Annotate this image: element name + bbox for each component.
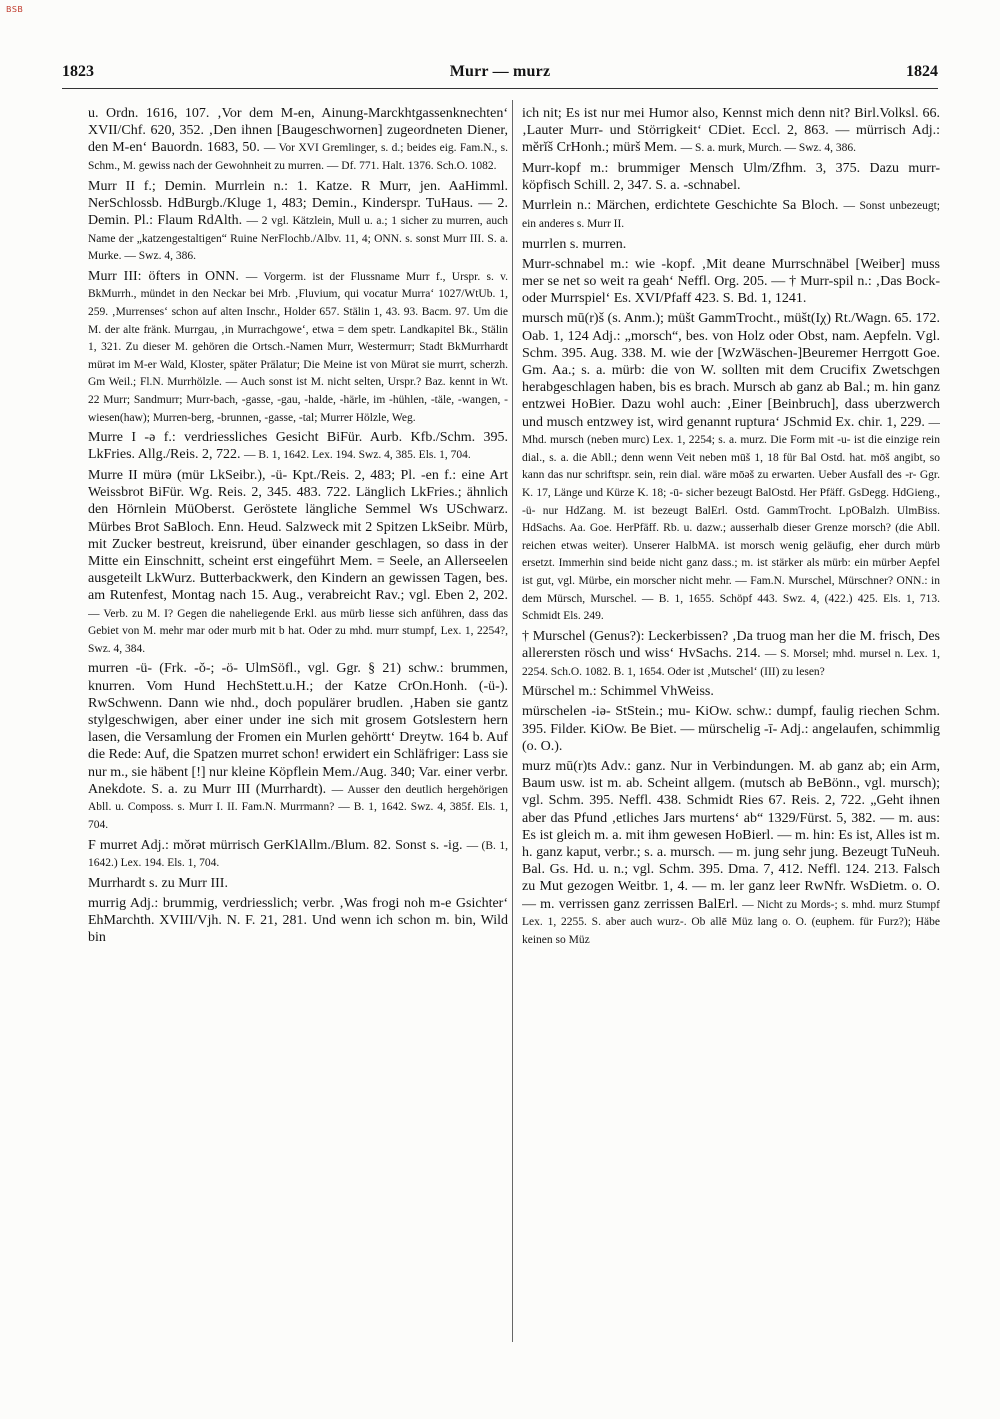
entry-text: Murrlein n.: Märchen, erdichtete Geschichte Sa Bloch.: [522, 198, 839, 214]
dictionary-entry: [88, 467, 508, 657]
dictionary-entry: [88, 875, 508, 892]
dictionary-entry: [522, 256, 940, 308]
dictionary-entry: [522, 160, 940, 194]
page-header: [62, 63, 938, 85]
entry-text: † Murschel (Genus?): Leckerbissen? ‚Da truog man her die M. frisch, Des allerersten rösch und wiss‘ HvSachs. 214.: [522, 628, 940, 661]
entry-text: Murre I -ə f.: verdriessliches Gesicht BiFür. Aurb. Kfb./Schm. 395. LkFries. Allg./Reis. 2, 722.: [88, 430, 508, 463]
entry-text: u. Ordn. 1616, 107. ‚Vor dem M-en, Ainung-Marckhtgassenknechten‘ XVII/Chf. 620, 352. ‚Den ihnen [Baugeschwornen] zugeordneten Diener, den M-en‘ Bauordn. 1683, 50.: [88, 106, 508, 156]
dictionary-entry: [522, 703, 940, 755]
entry-text: Murrhardt s. zu Murr III.: [88, 875, 228, 891]
entry-note: — Nicht zu Mords-; s. mhd. murz Stumpf Lex. 1, 2255. S. aber auch wurz-. Ob allē Müz lang o. O. (euphem. für Furz?); Häbe keinen so Müz: [522, 898, 940, 946]
dictionary-entry: [522, 197, 940, 232]
header-rule: [62, 88, 938, 89]
entry-text: murren -ü- (Frk. -ŏ-; -ö- UlmSöfl., vgl. Ggr. § 21) schw.: brummen, knurren. Vom Hund HechStett.u.H.; der Katze CrOn.Honh. (-ü-). RwSchwenn. Dann wie nhd., doch populärer brudlen. ‚Haben sie gantz stylgeschwigen, aber einer under ine sich mit grosem Gotslestern hern lasen, die Versamlung der Fromen ein Murlen gehörtt‘ Dreytw. 164 b. Auf die Rede: Auf, die Spatzen murret schon! erwidert ein Schläfriger: Lass sie nur m., sie häbent [!] nur kleine Köpflein Mem./Aug. 340; Var. einer verbr. Anekdote. S. a. zu Murr III (Murrhardt).: [88, 661, 508, 797]
entry-note: — Ausser den deutlich hergehörigen Abll. u. Composs. s. Murr I. II. Fam.N. Murrmann? — B. 1, 1642. Swz. 4, 385f. Els. 1, 704.: [88, 783, 508, 831]
entry-text: mürschelen -iə- StStein.; mu- KiOw. schw.: dumpf, faulig riechen Schm. 395. Filder. KiOw. Be Biet. — mürschelig -ī- Adj.: angelaufen, schimmlig (o. O.).: [522, 704, 940, 754]
entry-text: murrig Adj.: brummig, verdriesslich; verbr. ‚Was frogi noh m-e Gsichter‘ EhMarchth. XVIII/Vjh. N. F. 21, 281. Und wenn ich schon m. bin, Wild bin: [88, 895, 508, 946]
dictionary-entry: [88, 837, 508, 872]
right-column: [522, 102, 940, 1347]
entry-text: ich nit; Es ist nur mei Humor also, Kennst mich denn nit? Birl.Volksl. 66. ‚Lauter Murr- und Störrigkeit‘ CDiet. Eccl. 2, 863. — mürrisch Adj.: mĕrĭš CrHonh.; mürš Mem.: [522, 106, 940, 156]
entry-text: Murre II mürə (mür LkSeibr.), -ü- Kpt./Reis. 2, 483; Pl. -en f.: eine Art Weissbrot BiFür. Wg. Reis. 2, 345. 483. 722. Länglich LkFries.; ähnlich den Hörnlein MüOberst. Geröstete längliche Semmel Ws USchwarz. Mürbes Brot SaBloch. Enn. Heud. Salzweck mit 2 Spitzen LkSeibr. Mürb, mit Zucker bestreut, kreisrund, über einander geschlagen, so dass in der Mitte ein Einschnitt, scheint erst eingeführt Mem. = Seele, an Allerseelen ausgeteilt LkWurz. Butterbackwerk, den Kindern an gewissen Tagen, bes. am Rutenfest, Montag nach 15. Aug., verabreicht Rav.; vgl. Eben 2, 202.: [88, 467, 508, 604]
dictionary-entry: [522, 683, 940, 700]
entry-note: — 2 vgl. Kätzlein, Mull u. a.; 1 sicher zu murren, auch Name der „katzengestaltigen“ Ruine NerFlochb./Albv. 11, 4; ONN. s. sonst Murr III. S. a. Murke. — Swz. 4, 386.: [88, 215, 508, 263]
entry-text: Murr III: öfters in ONN.: [88, 268, 239, 284]
entry-note: — Sonst unbezeugt; ein anderes s. Murr II.: [522, 200, 940, 230]
entry-note: — (B. 1, 1642.) Lex. 194. Els. 1, 704.: [88, 839, 508, 870]
entry-text: F murret Adj.: mŏrət mürrisch GerKlAllm./Blum. 82. Sonst s. -ig.: [88, 837, 463, 853]
entry-note: — S. Morsel; mhd. mursel n. Lex. 1, 2254. Sch.O. 1082. B. 1, 1654. Oder ist ‚Mutschel‘ (III) zu lesen?: [522, 647, 940, 678]
dictionary-entry: [88, 178, 508, 265]
dictionary-entry: [522, 310, 940, 624]
dictionary-entry: [88, 429, 508, 464]
entry-note: — Vor XVI Gremlinger, s. d.; beides eig. Fam.N., s. Schm., M. gewiss nach der Gewohnheit zu murren. — Df. 771. Halt. 1376. Sch.O. 1082.: [88, 142, 508, 172]
entry-text: Murr II f.; Demin. Murrlein n.: 1. Katze. R Murr, jen. AaHimml. NerSchlossb. HdBurgb./Kluge 1, 483; Demin., Kinderspr. TuHaus. — 2. Demin. Pl.: Flaum RdAlth.: [88, 178, 508, 228]
entry-note: — S. a. murk, Murch. — Swz. 4, 386.: [680, 142, 857, 155]
dictionary-entry: [88, 268, 508, 426]
entry-text: Murr-kopf m.: brummiger Mensch Ulm/Zfhm. 3, 375. Dazu murr-köpfisch Schill. 2, 347. S. a. -schnabel.: [522, 161, 940, 194]
dictionary-entry: [522, 236, 940, 253]
entry-text: murz mū(r)ts Adv.: ganz. Nur in Verbindungen. M. ab ganz ab; ein Arm, Baum usw. ist m. ab. Scheint allgem. (mutsch ab BeBönn., vgl. mursch); vgl. Schm. 395. Neffl. 438. Schmidt Ries 67. Reis. 2, 722. „Geht ihnen aber das Pfund ‚etliches Jars murtens‘ ab“ 1329/Fürst. 5, 382. — m. aus: Es ist gleich m. a. mit ihm gewesen HoBierl. — m. hin: Es ist, Alles ist m. h. ganz kaput, verbr.; s. a. mursch. — m. jung sehr jung. Bezeugt TuNeuh. Bal. Gs. Hd. u. n.; vgl. Schm. 395. Dma. 7, 412. Neffl. 124. 213. Falsch zu Mut gezogen Weitbr. 1, 4. — m. ler ganz leer RwNfr. WsDietm. o. O. — m. verrissen ganz zerrissen BalErl.: [522, 758, 940, 912]
page-number-left: 1823: [62, 63, 94, 80]
dictionary-entry: [522, 105, 940, 157]
dictionary-entry: [88, 660, 508, 833]
entry-note: — Verb. zu M. I? Gegen die naheliegende Erkl. aus mürb liesse sich anführen, dass das Gebiet von M. mehr mar oder murb mit b hat. Oder zu mhd. murr stumpf, Lex. 1, 2254?, Swz. 4, 384.: [88, 607, 508, 655]
entry-note: — Vorgerm. ist der Flussname Murr f., Urspr. s. v. BkMurrh., mündet in den Neckar bei Mrb. ‚Fluvium, qui vocatur Murra‘ 1027/WtUb. 1, 259. ‚Murrenses‘ schon auf alten Inschr., Holder 657. Stälin 1, 43. 93. Bacm. 97. Um die M. der alte fränk. Murrgau, ‚in Murrachgowe‘, etwa = dem spetr. Landkapitel Bk., Stälin 1, 321. Zu dieser M. gehören die Ortsch.-Namen Murr, Westermurr; Stadt BkMurrhardt mürət im M-er Wald, Kloster, später Prälatur; Die Meine ist von Mürət sie murrt, scherzh. Gm Weil.; Fl.N. Murrhölzle. — Auch sonst ist M. nicht selten, Urspr.? Baz. kennt in Wt. 22 Murr; Sandmurr; Murr-bach, -gasse, -gau, -halde, -härle, im -hühlen, -täle, -wangen, -wiesen(haw); Murren-berg, -brunnen, -gasse, -tal; Murrer Hölzle, Weg.: [88, 270, 508, 424]
entry-note: — B. 1, 1642. Lex. 194. Swz. 4, 385. Els. 1, 704.: [243, 449, 471, 462]
dictionary-entry: [88, 105, 508, 175]
dictionary-entry: [522, 628, 940, 680]
left-column: [88, 102, 508, 1347]
entry-note: — Mhd. mursch (neben murc) Lex. 1, 2254; s. a. murz. Die Form mit -u- ist die einzige rein dial., s. a. die Abll.; denn wenn Veit neben mūš 1, 18 für Bal Ostd. hat. mōš angibt, so kann das nur schriftspr. sein, rein dial. wäre mōəš zu erwarten. Ueber Ausfall des -r- Ggr. K. 17, Länge und Kürze K. 18; -ū- sicher bezeugt BalOstd. Her Pfäff. GsDegg. HdGieng., -ü- nur HdZang. M. ist bezeugt BalErl. Ostd. GammTrocht. LpOBalzh. UlmBiss. HdSachs. Aa. Goe. HerPfäff. Rb. u. dazw.; ausserhalb dieser Grenze morsch? (die Abll. reichen etwas weiter). Unserer HalbMA. ist morsch wenig geläufig, eher durch mürb ersetzt. Immerhin sind beide nicht ganz dass.; m. ist stärker als mürb: ein mürber Aepfel ist gut, vgl. Mürbe, ein morscher nicht mehr. — Fam.N. Murschel, Mürschner? ONN.: in dem Mürsch, Murschel. — B. 1, 1655. Schöpf 443. Swz. 4, (422.) 425. Els. 1, 713. Schmidt Els. 249.: [522, 416, 940, 623]
library-stamp: BSB: [6, 5, 24, 14]
dictionary-entry: [522, 758, 940, 948]
entry-text: murrlen s. murren.: [522, 236, 627, 252]
column-divider: [512, 100, 513, 1342]
entry-text: Mürschel m.: Schimmel VhWeiss.: [522, 684, 714, 700]
dictionary-entry: [88, 895, 508, 947]
entry-text: Murr-schnabel m.: wie -kopf. ‚Mit deane Murrschnäbel [Weiber] muss mer se net so weit ra geah‘ Neffl. Org. 205. — † Murr-spil n.: ‚Das Bock- oder Murrspiel‘ Es. XVI/Pfaff 423. S. Bd. 1, 1241.: [522, 256, 940, 307]
page-number-right: 1824: [905, 63, 938, 80]
entry-text: mursch mū(r)š (s. Anm.); müšt GammTrocht., müšt(Iχ) Rt./Wagn. 65. 172. Oab. 1, 124 Adj.: „morsch“, bes. von Holz oder Obst, nam. Aepfeln. Vgl. Schm. 395. Aug. 338. M. wie der [WzWäschen-]Beuremer Herrgott Goe. Gm. Aa.; s. a. mürb: die von W. sollten mit dem Crucifix Zwetschgen herabgeschlagen haben, bis es brach. Mursch ab ganz ab Bal.; m. hin ganz entzwei HoBier. Dazu wohl auch: ‚Einer [Beinbruch], dass uberzwerch und musch entzwey ist, wird genannt ruptura‘ JSchmid Ex. chir. 1, 229.: [522, 311, 940, 430]
page-title: Murr — murz: [449, 63, 551, 80]
